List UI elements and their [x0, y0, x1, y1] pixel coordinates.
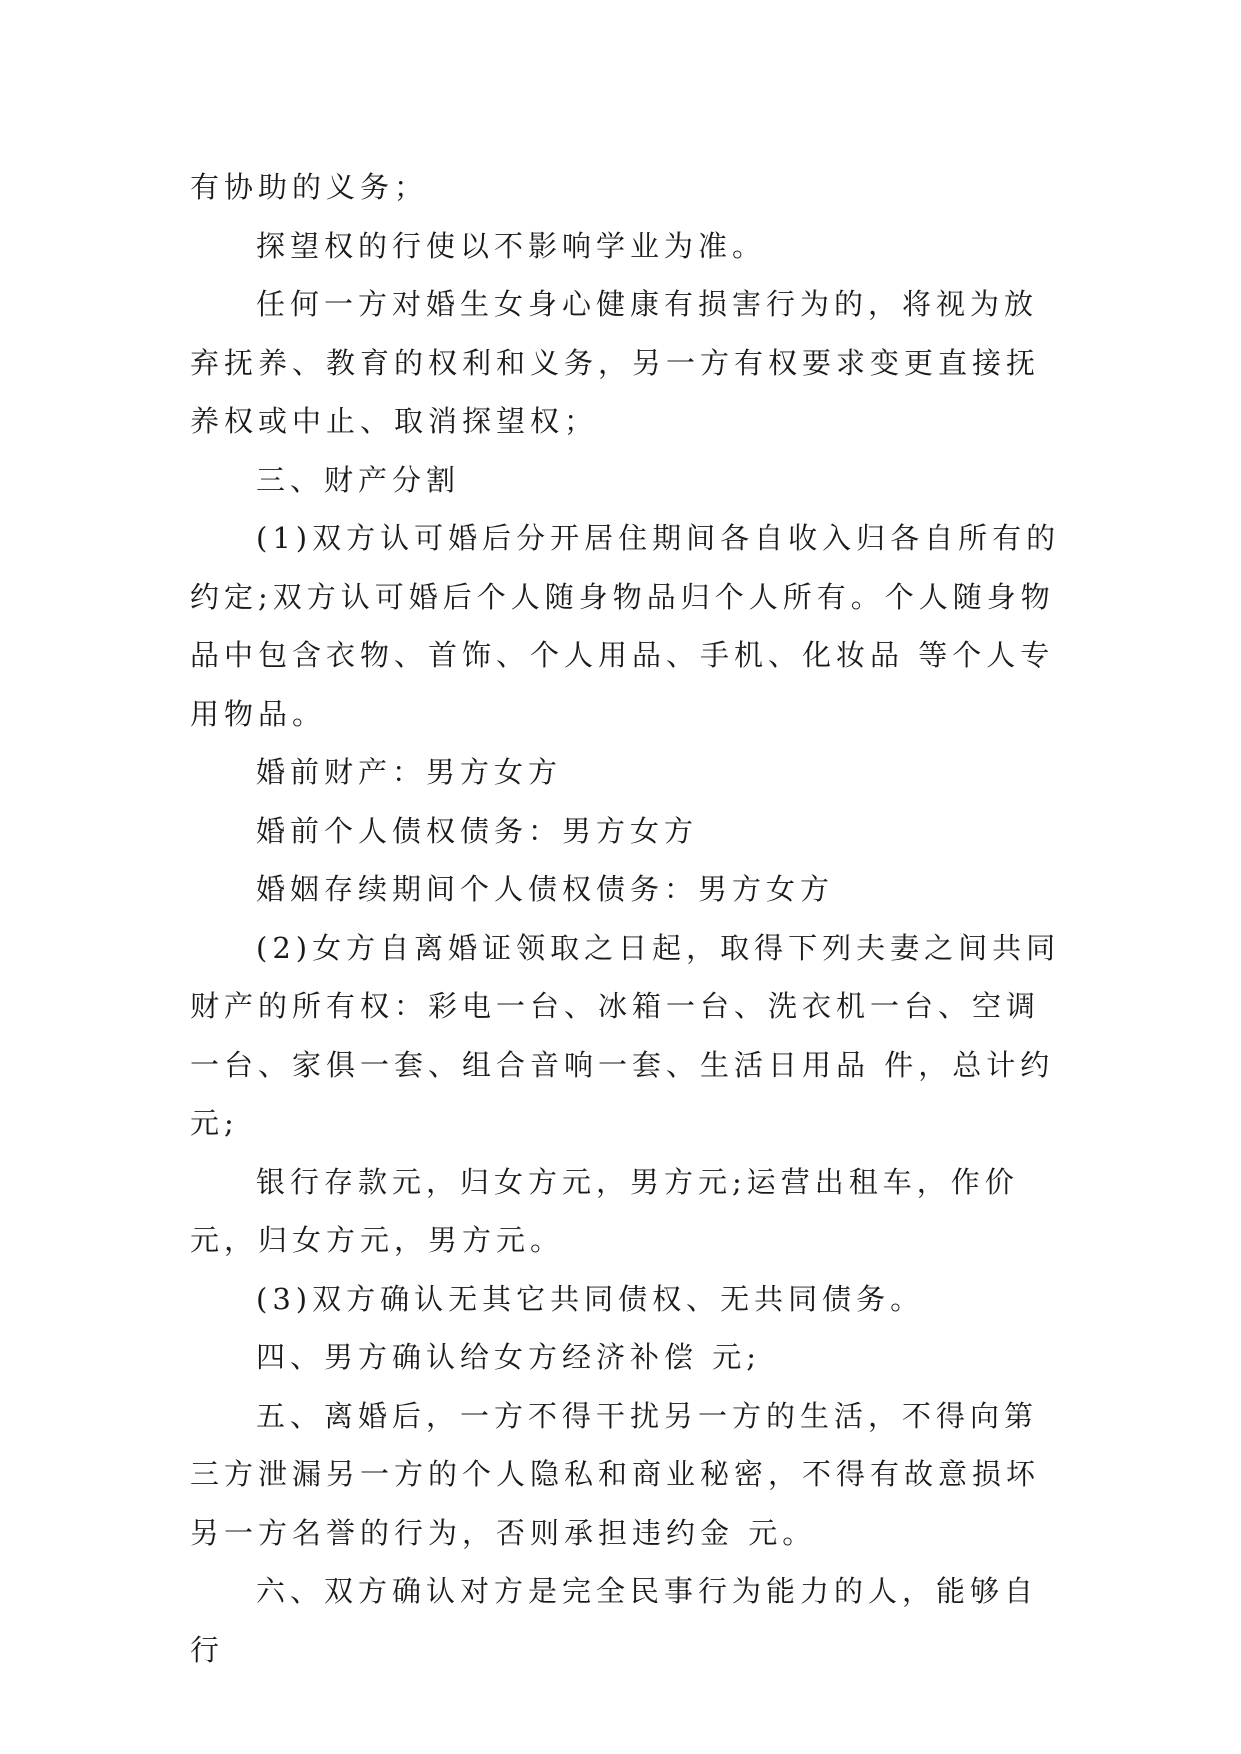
paragraph-marital-debts: 婚姻存续期间个人债权债务：男方女方 — [256, 872, 835, 906]
paragraph-premarital-debts: 婚前个人债权债务：男方女方 — [256, 813, 699, 848]
section-capacity-clause: 六、双方确认对方是完全民事行为能力的人，能够自行 — [190, 1574, 1039, 1667]
paragraph-common-property: (2)女方自离婚证领取之日起，取得下列夫妻之间共同财产的所有权：彩电一台、冰箱一台、洗衣机一台、空调一台、家俱一套、组合音响一套、生活日用品 件，总计约 元; — [190, 930, 1061, 1140]
paragraph-visitation-rule: 探望权的行使以不影响学业为准。 — [256, 228, 767, 263]
document-body — [190, 158, 1070, 1679]
section-economic-compensation: 四、男方确认给女方经济补偿 元; — [256, 1340, 761, 1374]
paragraph-no-common-debts: (3)双方确认无其它共同债权、无共同债务。 — [256, 1281, 925, 1316]
paragraph-harm-clause: 任何一方对婚生女身心健康有损害行为的，将视为放弃抚养、教育的权利和义务，另一方有权要求变更直接抚养权或中止、取消探望权； — [190, 287, 1041, 438]
paragraph-premarital-property: 婚前财产：男方女方 — [256, 755, 563, 789]
paragraph-income-agreement: (1)双方认可婚后分开居住期间各自收入归各自所有的约定;双方认可婚后个人随身物品归个人所有。个人随身物品中包含衣物、首饰、个人用品、手机、化妆品 等个人专用物品。 — [190, 521, 1061, 731]
section-heading-property-division: 三、财产分割 — [256, 462, 461, 497]
paragraph-bank-deposit: 银行存款元，归女方元，男方元;运营出租车，作价元，归女方元，男方元。 — [190, 1164, 1019, 1257]
paragraph-assistance-duty: 有协助的义务； — [190, 170, 429, 204]
section-privacy-clause: 五、离婚后，一方不得干扰另一方的生活，不得向第三方泄漏另一方的个人隐私和商业秘密，不得有故意损坏另一方名誉的行为，否则承担违约金 元。 — [190, 1398, 1041, 1550]
